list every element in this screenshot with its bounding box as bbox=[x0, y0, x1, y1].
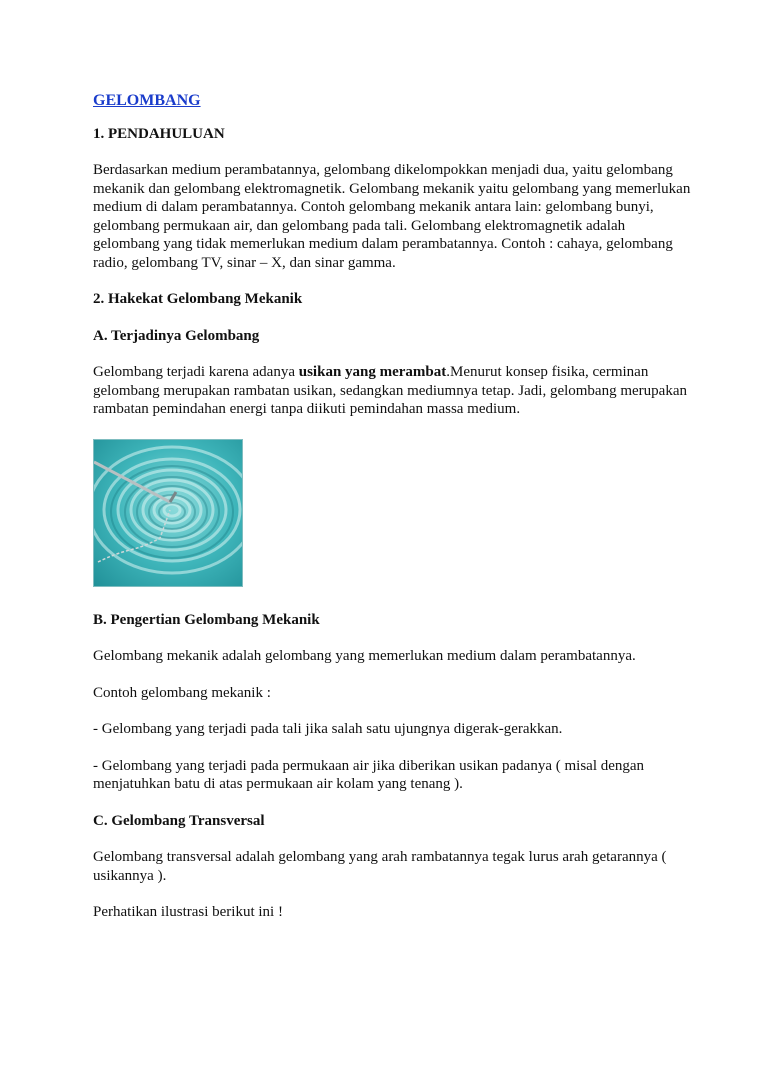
section-a-paragraph bbox=[93, 363, 693, 419]
section-heading-c: C. Gelombang Transversal bbox=[93, 812, 265, 829]
section-b-definition: Gelombang mekanik adalah gelombang yang memerlukan medium dalam perambatannya. bbox=[93, 648, 636, 664]
section-b-examples-label: Contoh gelombang mekanik : bbox=[93, 684, 271, 701]
intro-paragraph: Berdasarkan medium perambatannya, gelombang dikelompokkan menjadi dua, yaitu gelombang mekanik dan gelombang elektromagnetik. Gelombang mekanik yaitu gelombang yang memerlukan medium di dalam perambatannya. Contoh gelombang mekanik antara lain: gelombang bunyi, gelombang permukaan air, dan gelombang pada tali. Gelombang elektromagnetik adalah gelombang yang tidak memerlukan medium dalam perambatannya. Contoh : cahaya, gelombang radio, gelombang TV, sinar – X, dan sinar gamma. bbox=[93, 162, 691, 271]
section-heading-hakekat bbox=[93, 290, 693, 309]
section-c-note: Perhatikan ilustrasi berikut ini ! bbox=[93, 904, 283, 920]
water-ripple-image bbox=[93, 439, 243, 587]
page-title[interactable]: GELOMBANG bbox=[93, 92, 201, 109]
hakekat-number: 2 bbox=[93, 291, 101, 307]
section-b-example-2: - Gelombang yang terjadi pada permukaan air jika diberikan usikan padanya ( misal dengan menjatuhkan batu di atas permukaan air kolam yang tenang ). bbox=[93, 757, 645, 792]
section-heading-a: A. Terjadinya Gelombang bbox=[93, 327, 260, 344]
section-heading-intro: 1. PENDAHULUAN bbox=[93, 125, 225, 142]
hakekat-heading-text: . Hakekat Gelombang Mekanik bbox=[100, 291, 303, 307]
section-heading-b: B. Pengertian Gelombang Mekanik bbox=[93, 611, 320, 628]
section-c-paragraph: Gelombang transversal adalah gelombang yang arah rambatannya tegak lurus arah getarannya ( usikannya ). bbox=[93, 849, 667, 884]
section-b-example-1: - Gelombang yang terjadi pada tali jika salah satu ujungnya digerak-gerakkan. bbox=[93, 721, 563, 737]
section-a-text-before: Gelombang terjadi karena adanya bbox=[93, 364, 299, 380]
document-content bbox=[93, 92, 693, 922]
section-a-text-after: .Menurut konsep fisika, cerminan gelombang merupakan rambatan usikan, sedangkan mediumnya tetap. Jadi, gelombang merupakan rambatan pemindahan energi tanpa diikuti pemindahan massa medium. bbox=[93, 364, 687, 417]
section-a-text-bold: usikan yang merambat bbox=[298, 364, 447, 380]
